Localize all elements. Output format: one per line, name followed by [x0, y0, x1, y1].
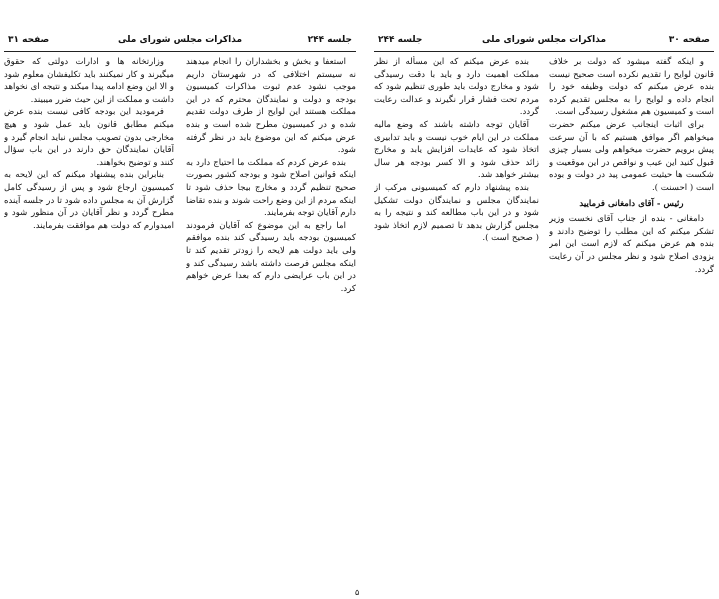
right-page [374, 0, 714, 599]
paragraph: فرمودید این بودجه کافی نیست بنده عرض میکنم مطابق قانون باید عمل شود و هیچ مخارجی بدون تصویب مجلس نباید انجام گیرد و آقایان نمایندگان حق دارند در این باب سؤال کنند و توضیح بخواهند. [4, 107, 174, 168]
page-number: صفحه ۳۰ [668, 35, 710, 45]
paragraph: وزارتخانه ها و ادارات دولتی که حقوق میگیرند و کار نمیکنند باید تکلیفشان معلوم شود و الا این وضع ادامه پیدا میکند و نتیجه ای نخواهد داشت و مملکت از این حیث ضرر میبیند. [4, 57, 174, 105]
paragraph: برای اثبات اینجانب عرض میکنم حضرت میخواهم اگر موافق هستیم که با آن سرعت پیش برویم حضرت میخواهم ولی بسیار چیزی قبول کنید این عیب و نواقص در این موقعیت و شکست ها حیثیت عمومی پید در دولت و بوده است ( احسنت ). [549, 119, 714, 193]
paragraph: دامغانی - بنده از جناب آقای نخست وزیر تشکر میکنم که این مطلب را توضیح دادند و بنده هم عرض میکنم که لازم است این امر بزودی اصلاح شود و نظر مجلس در آن رعایت گردد. [549, 214, 714, 275]
text-column-right [186, 56, 356, 592]
session-number: جلسه ۲۴۴ [307, 35, 352, 45]
paragraph: آقایان توجه داشته باشند که وضع مالیه مملکت در این ایام خوب نیست و باید تدابیری اتخاذ شود که عایدات افزایش یابد و مخارج زائد حذف شود و الا کسر بودجه هر سال بیشتر خواهد شد. [374, 119, 539, 181]
speaker-line: رئیس - آقای دامغانی فرمایید [579, 198, 684, 209]
paragraph: استعفا و بخش و بخشداران را انجام میدهند نه سیستم اختلافی که در شهرستان داریم موجب نشود عدم ثبوت مذاکرات کمیسیون بودجه و دولت و نمایندگان محترم که در این مملکت هستند این لوایح از طرف دولت تقدیم شده و در کمیسیون مطرح شده است و بنده عرض میکنم که این موضوع باید در نظر گرفته شود. [186, 57, 356, 156]
paragraph: بنده عرض کردم که مملکت ما احتیاج دارد به اینکه قوانین اصلاح شود و بودجه کشور بصورت صحیح تنظیم گردد و مخارج بیجا حذف شود تا اینکه مردم از این وضع راحت شوند و بنده تقاضا دارم آقایان توجه بفرمایند. [186, 157, 356, 219]
left-page [4, 0, 356, 599]
text-column-left [4, 56, 174, 592]
paragraph: بنده پیشنهاد دارم که کمیسیونی مرکب از نمایندگان مجلس و نمایندگان دولت تشکیل شود و در این باب مطالعه کند و نتیجه را به مجلس گزارش بدهد تا تصمیم لازم اتخاذ شود ( صحیح است ). [374, 182, 539, 244]
running-title: مذاکرات مجلس شورای ملی [481, 35, 607, 45]
paragraph: و اینکه گفته میشود که دولت بر خلاف قانون لوایح را تقدیم نکرده است صحیح نیست بنده عرض میکنم که دولت وظیفه خود را انجام داده و لوایح را به مجلس تقدیم کرده است و کمیسیون هم مشغول رسیدگی است. [549, 57, 714, 118]
page-number: صفحه ۳۱ [8, 35, 50, 45]
header-rule [4, 51, 356, 52]
text-column-left [374, 56, 539, 592]
paragraph: بنابراین بنده پیشنهاد میکنم که این لایحه به کمیسیون ارجاع شود و پس از رسیدگی کامل گزارش آن به مجلس داده شود تا در جلسه آینده مطرح گردد و نظر آقایان در آن منظور شود و امیدوارم که دولت هم موافقت بفرمایند. [4, 170, 174, 231]
paragraph: بنده عرض میکنم که این مسأله از نظر مملکت اهمیت دارد و باید با دقت رسیدگی شود و مخارج دولت باید طوری تنظیم شود که مردم تحت فشار قرار نگیرند و عدالت رعایت گردد. [374, 57, 539, 118]
running-title: مذاکرات مجلس شورای ملی [117, 35, 243, 45]
session-number: جلسه ۲۴۴ [378, 35, 423, 45]
page-header [4, 35, 356, 49]
header-rule [374, 51, 714, 52]
paragraph: اما راجع به این موضوع که آقایان فرمودند کمیسیون بودجه باید رسیدگی کند بنده موافقم ولی باید دولت هم لایحه را زودتر تقدیم کند تا اینکه مجلس فرصت داشته باشد رسیدگی کند و در این باب عرایضی دارم که بعدا عرض خواهم کرد. [186, 220, 356, 294]
footer-mark: ۵ [355, 588, 360, 597]
page-header [374, 35, 714, 49]
text-column-right [549, 56, 714, 592]
